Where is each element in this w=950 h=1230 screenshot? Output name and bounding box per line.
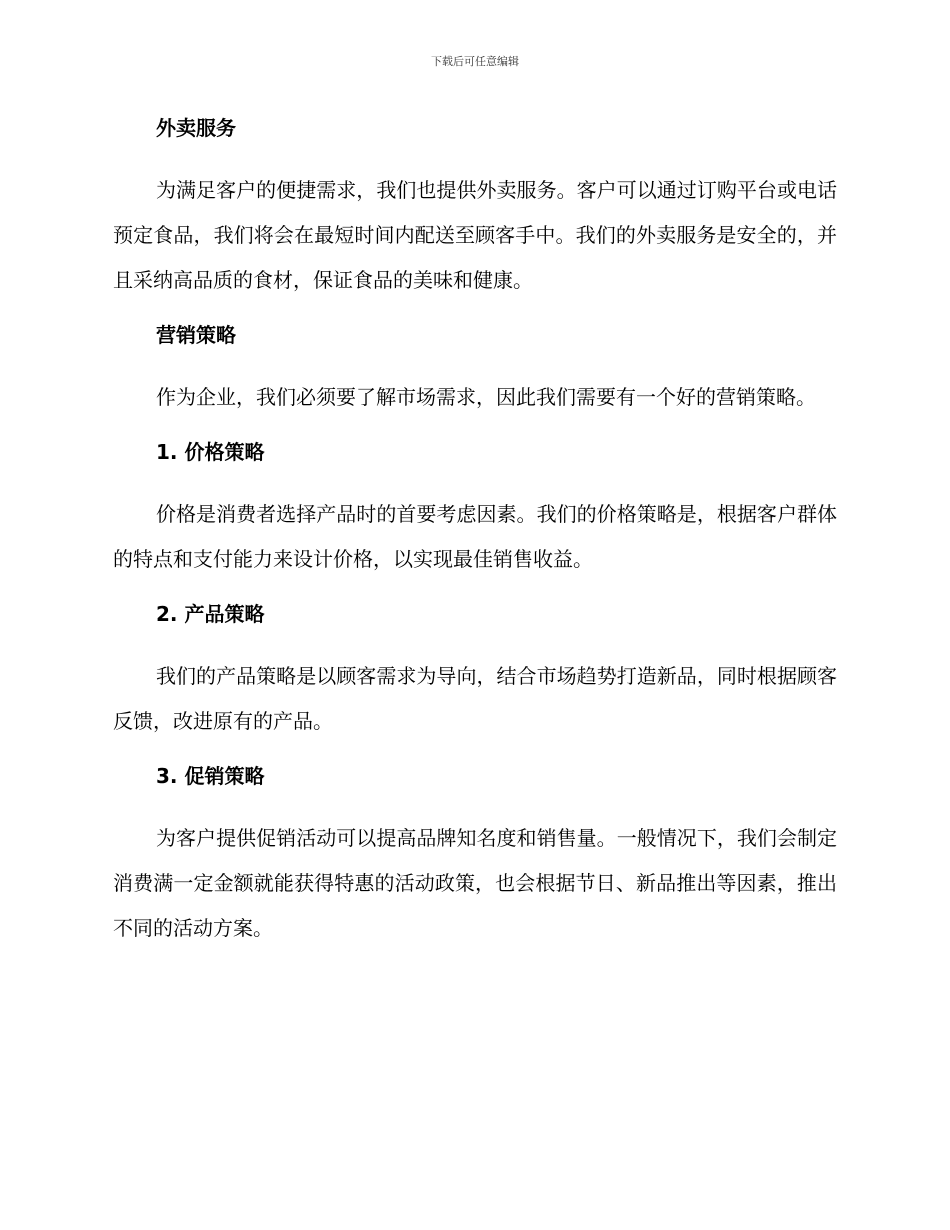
section-heading-price-strategy: 1. 价格策略 [156,440,265,464]
document-body [113,110,837,965]
section-heading-product-strategy: 2. 产品策略 [156,602,265,626]
paragraph-product-strategy: 我们的产品策略是以顾客需求为导向，结合市场趋势打造新品，同时根据顾客反馈，改进原有的产品。 [113,664,837,733]
paragraph-marketing-strategy: 作为企业，我们必须要了解市场需求，因此我们需要有一个好的营销策略。 [156,385,816,409]
paragraph-promotion-strategy: 为客户提供促销活动可以提高品牌知名度和销售量。一般情况下，我们会制定消费满一定金额就能获得特惠的活动政策，也会根据节日、新品推出等因素，推出不同的活动方案。 [113,826,837,940]
section-heading-marketing-strategy: 营销策略 [156,323,236,347]
page-header-note: 下载后可任意编辑 [431,55,519,68]
paragraph-delivery-service: 为满足客户的便捷需求，我们也提供外卖服务。客户可以通过订购平台或电话预定食品，我们将会在最短时间内配送至顾客手中。我们的外卖服务是安全的，并且采纳高品质的食材，保证食品的美味和健康。 [113,178,837,292]
paragraph-price-strategy: 价格是消费者选择产品时的首要考虑因素。我们的价格策略是，根据客户群体的特点和支付能力来设计价格，以实现最佳销售收益。 [113,502,837,571]
section-heading-delivery-service: 外卖服务 [156,116,236,140]
section-heading-promotion-strategy: 3. 促销策略 [156,764,265,788]
